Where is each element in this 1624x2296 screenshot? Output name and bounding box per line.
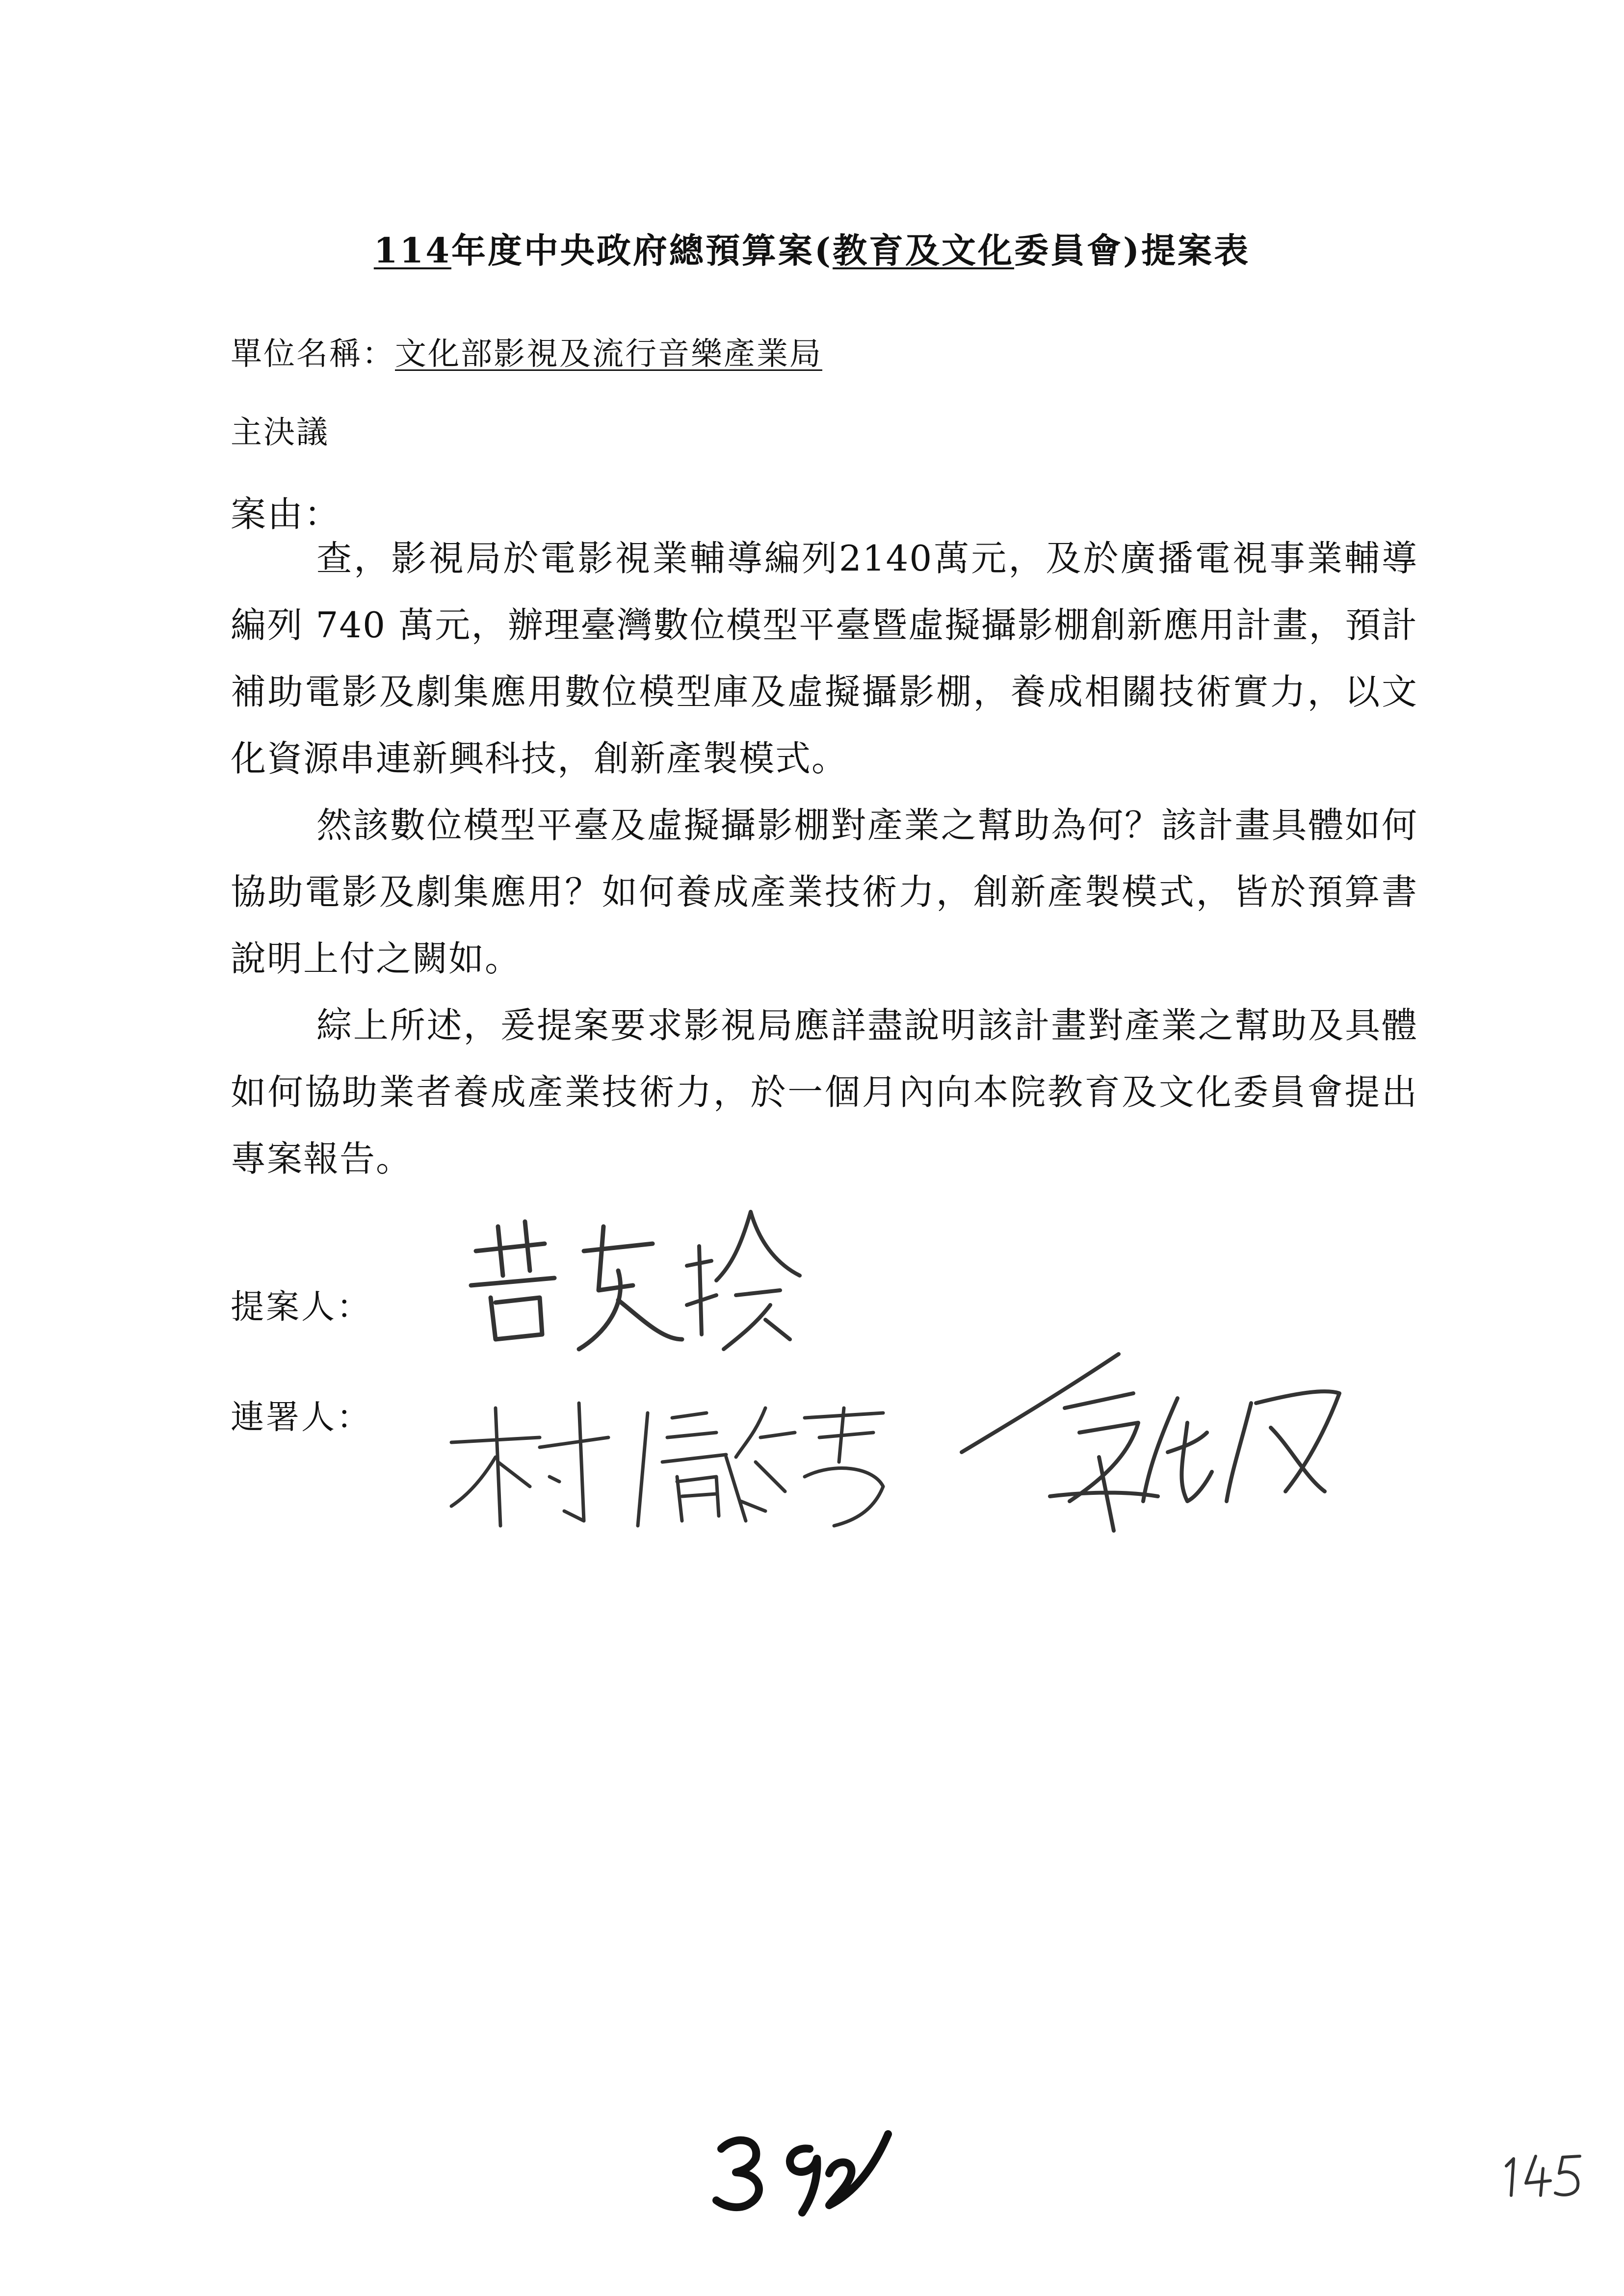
unit-row	[231, 329, 822, 374]
cosigner-label: 連署人：	[231, 1398, 372, 1437]
reason-label: 案由：	[231, 494, 341, 535]
title-committee: 教育及文化	[833, 230, 1015, 271]
document-title	[0, 223, 1624, 273]
reason-paragraph-1: 查，影視局於電影視業輔導編列2140萬元，及於廣播電視事業輔導編列 740 萬元，辦理臺灣數位模型平臺暨虛擬攝影棚創新應用計畫，預計補助電影及劇集應用數位模型庫及虛擬攝影棚，養成相關技術實力，以文化資源串連新興科技，創新產製模式。	[231, 538, 1418, 779]
proposer-label: 提案人：	[231, 1288, 372, 1327]
cosigner-signature-2	[952, 1334, 1354, 1550]
reason-body	[231, 525, 1418, 1192]
handwritten-page-number-392	[707, 2119, 893, 2218]
title-part1: 年度中央政府總預算案(	[451, 230, 833, 271]
reason-paragraph-2: 然該數位模型平臺及虛擬攝影棚對產業之幫助為何？該計畫具體如何協助電影及劇集應用？如何養成產業技術力，創新產製模式，皆於預算書說明上付之闕如。	[231, 805, 1418, 979]
unit-name: 文化部影視及流行音樂產業局	[395, 336, 822, 372]
cosigner-signature-1	[442, 1364, 932, 1540]
title-year: 114	[373, 230, 451, 271]
proposer-signature	[456, 1192, 829, 1369]
reason-paragraph-3: 綜上所述，爰提案要求影視局應詳盡說明該計畫對產業之幫助及具體如何協助業者養成產業技術力，於一個月內向本院教育及文化委員會提出專案報告。	[231, 1005, 1418, 1179]
title-part2: 委員會)提案表	[1014, 230, 1251, 271]
unit-label: 單位名稱：	[231, 336, 395, 372]
handwritten-page-number-145	[1496, 2146, 1585, 2200]
decision-label: 主決議	[231, 415, 329, 451]
